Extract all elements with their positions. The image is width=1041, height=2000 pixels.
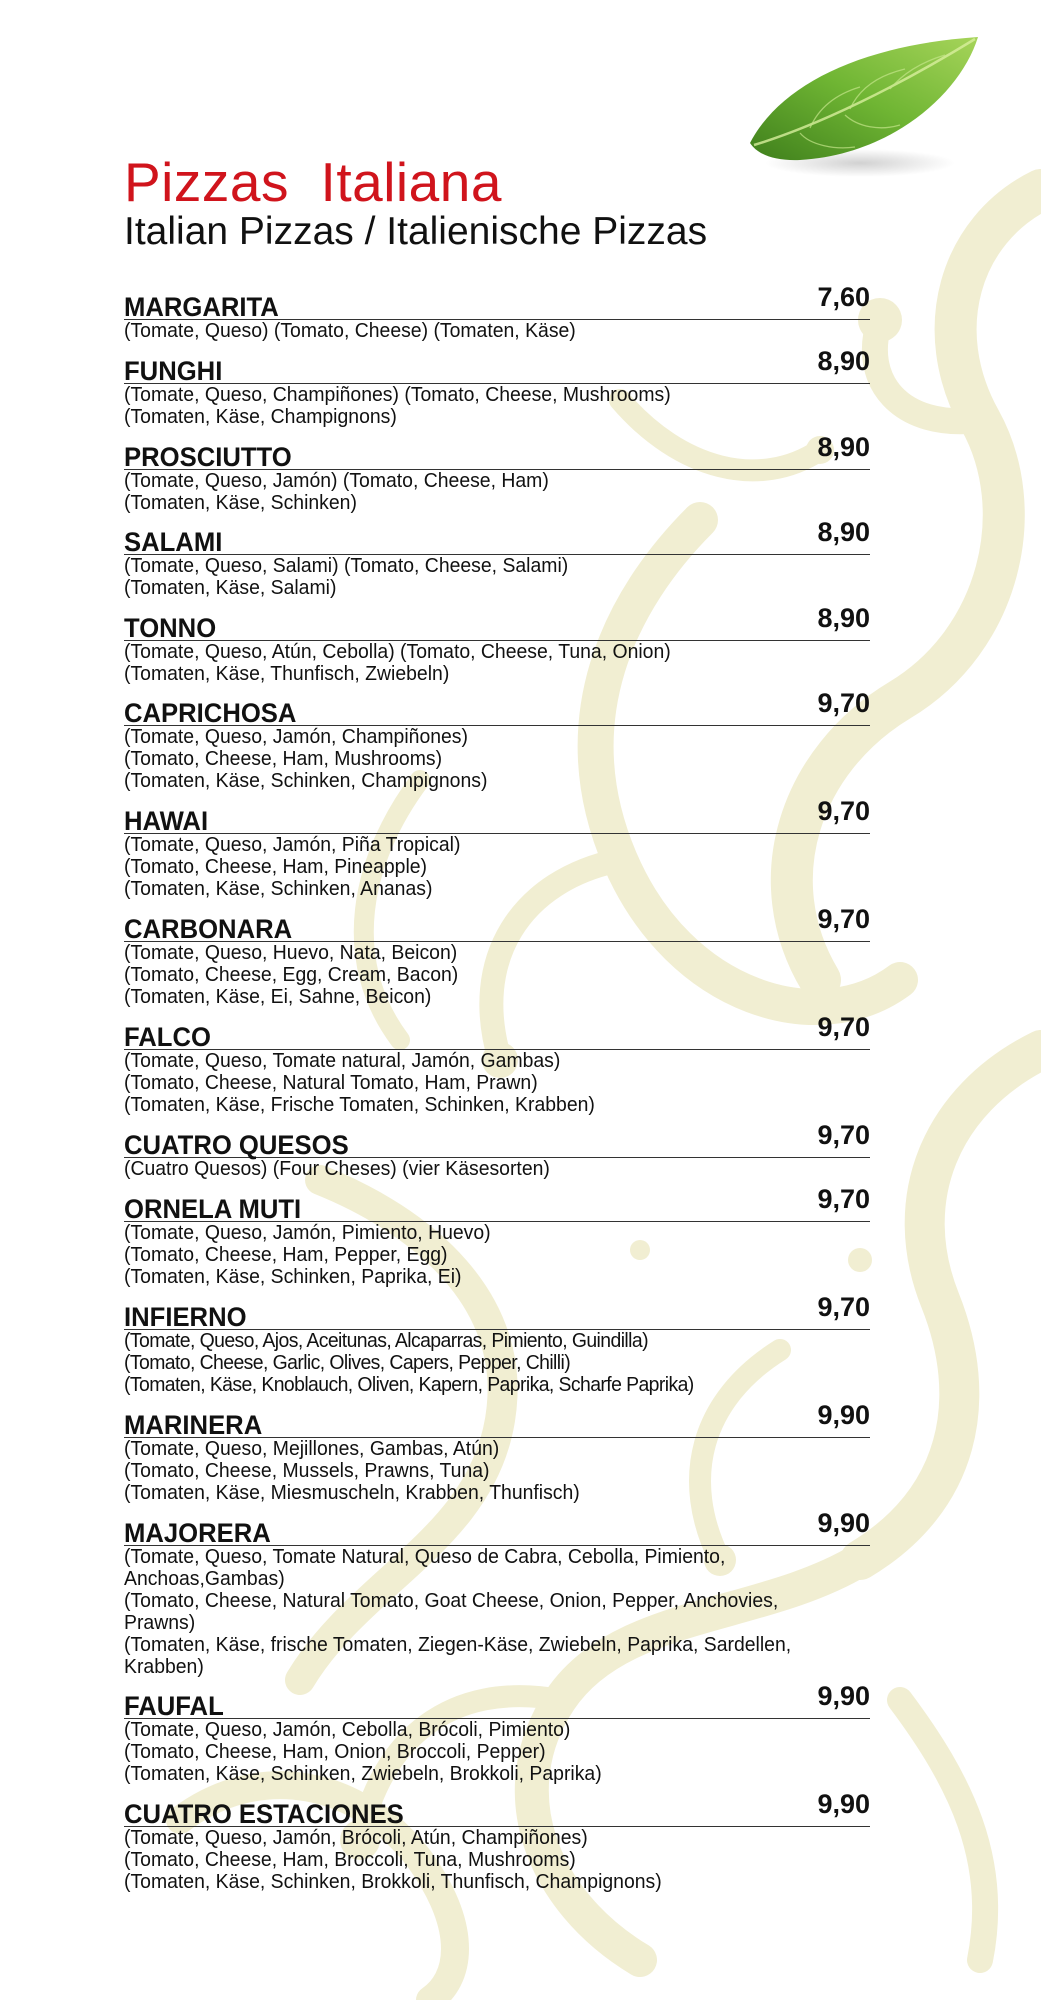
item-price: 9,70: [817, 1292, 870, 1322]
item-name: FAUFAL: [124, 1691, 224, 1721]
item-description: (Tomate, Queso, Tomate Natural, Queso de Cabra, Cebolla, Pimiento, Anchoas,Gambas) (Tomato, Cheese, Natural Tomato, Goat Cheese, Onion, Pepper, Anchovies, Prawns) (Tomaten, Käse, frische Tomaten, Ziegen-Käse, Zwiebeln, Paprika, Sardellen, Krabben): [124, 1546, 792, 1678]
item-description: (Tomate, Queso, Jamón, Champiñones) (Tomato, Cheese, Ham, Mushrooms) (Tomaten, Käse, Schinken, Champignons): [124, 726, 488, 792]
menu-item-hawai: [124, 796, 870, 900]
item-price: 9,70: [817, 1012, 870, 1042]
item-description: (Tomate, Queso, Champiñones) (Tomato, Cheese, Mushrooms) (Tomaten, Käse, Champignons): [124, 384, 671, 428]
item-description: (Tomate, Queso, Jamón, Brócoli, Atún, Champiñones) (Tomato, Cheese, Ham, Broccoli, Tuna, Mushrooms) (Tomaten, Käse, Schinken, Brokkoli, Thunfisch, Champignons): [124, 1827, 662, 1893]
menu-item-caprichosa: [124, 688, 870, 792]
item-name: MARINERA: [124, 1410, 263, 1440]
menu-item-cuatro-estaciones: [124, 1789, 870, 1893]
item-description: (Tomate, Queso, Salami) (Tomato, Cheese, Salami) (Tomaten, Käse, Salami): [124, 555, 569, 599]
page-title: Pizzas Italiana: [124, 151, 502, 213]
item-name: ORNELA MUTI: [124, 1194, 302, 1224]
menu-item-prosciutto: [124, 432, 870, 514]
item-price: 7,60: [817, 282, 870, 312]
item-price: 8,90: [817, 432, 870, 462]
item-description: (Tomate, Queso, Huevo, Nata, Beicon) (Tomato, Cheese, Egg, Cream, Bacon) (Tomaten, Käse, Ei, Sahne, Beicon): [124, 942, 459, 1008]
item-name: INFIERNO: [124, 1302, 247, 1332]
item-description: (Tomate, Queso, Jamón) (Tomato, Cheese, Ham) (Tomaten, Käse, Schinken): [124, 470, 549, 514]
item-price: 9,70: [817, 796, 870, 826]
item-description: (Tomate, Queso, Jamón, Piña Tropical) (Tomato, Cheese, Ham, Pineapple) (Tomaten, Käse, Schinken, Ananas): [124, 834, 461, 900]
item-description: (Tomate, Queso) (Tomato, Cheese) (Tomaten, Käse): [124, 320, 576, 342]
menu-item-falco: [124, 1012, 870, 1116]
item-price: 9,90: [817, 1789, 870, 1819]
menu-item-marinera: [124, 1400, 870, 1504]
item-name: CUATRO ESTACIONES: [124, 1799, 404, 1829]
item-name: CUATRO QUESOS: [124, 1130, 349, 1160]
item-description: (Tomate, Queso, Atún, Cebolla) (Tomato, Cheese, Tuna, Onion) (Tomaten, Käse, Thunfisch, Zwiebeln): [124, 641, 671, 685]
menu-item-faufal: [124, 1681, 870, 1785]
item-price: 8,90: [817, 603, 870, 633]
menu-item-carbonara: [124, 904, 870, 1008]
item-name: FUNGHI: [124, 356, 223, 386]
item-name: CAPRICHOSA: [124, 698, 297, 728]
item-description: (Tomate, Queso, Tomate natural, Jamón, Gambas) (Tomato, Cheese, Natural Tomato, Ham, Prawn) (Tomaten, Käse, Frische Tomaten, Schinken, Krabben): [124, 1050, 595, 1116]
menu-item-funghi: [124, 346, 870, 428]
item-price: 9,70: [817, 688, 870, 718]
item-name: CARBONARA: [124, 914, 293, 944]
item-price: 9,70: [817, 1184, 870, 1214]
item-name: PROSCIUTTO: [124, 442, 292, 472]
item-price: 9,90: [817, 1508, 870, 1538]
menu-item-salami: [124, 517, 870, 599]
item-price: 9,90: [817, 1681, 870, 1711]
page-subtitle: Italian Pizzas / Italienische Pizzas: [124, 210, 708, 253]
item-description: (Cuatro Quesos) (Four Cheses) (vier Käsesorten): [124, 1158, 550, 1180]
item-price: 8,90: [817, 346, 870, 376]
item-price: 9,70: [817, 904, 870, 934]
basil-leaf-icon: [740, 25, 990, 185]
menu-item-tonno: [124, 603, 870, 685]
item-name: FALCO: [124, 1022, 211, 1052]
menu-item-infierno: [124, 1292, 870, 1396]
item-description: (Tomate, Queso, Mejillones, Gambas, Atún) (Tomato, Cheese, Mussels, Prawns, Tuna) (Tomaten, Käse, Miesmuscheln, Krabben, Thunfisch): [124, 1438, 580, 1504]
item-description: (Tomate, Queso, Ajos, Aceitunas, Alcaparras, Pimiento, Guindilla) (Tomato, Cheese, Garlic, Olives, Capers, Pepper, Chilli) (Tomaten, Käse, Knoblauch, Oliven, Kapern, Paprika, Scharfe Paprika): [124, 1330, 694, 1396]
menu-item-majorera: [124, 1508, 870, 1678]
item-price: 9,70: [817, 1120, 870, 1150]
menu-item-margarita: [124, 282, 870, 342]
item-description: (Tomate, Queso, Jamón, Pimiento, Huevo) (Tomato, Cheese, Ham, Pepper, Egg) (Tomaten, Käse, Schinken, Paprika, Ei): [124, 1222, 491, 1288]
item-name: MAJORERA: [124, 1518, 271, 1548]
item-name: HAWAI: [124, 806, 209, 836]
item-name: SALAMI: [124, 527, 223, 557]
menu-item-ornela-muti: [124, 1184, 870, 1288]
menu-item-cuatro-quesos: [124, 1120, 870, 1180]
item-name: MARGARITA: [124, 292, 279, 322]
item-description: (Tomate, Queso, Jamón, Cebolla, Brócoli, Pimiento) (Tomato, Cheese, Ham, Onion, Broccoli, Pepper) (Tomaten, Käse, Schinken, Zwiebeln, Brokkoli, Paprika): [124, 1719, 602, 1785]
item-price: 9,90: [817, 1400, 870, 1430]
item-price: 8,90: [817, 517, 870, 547]
item-name: TONNO: [124, 613, 217, 643]
